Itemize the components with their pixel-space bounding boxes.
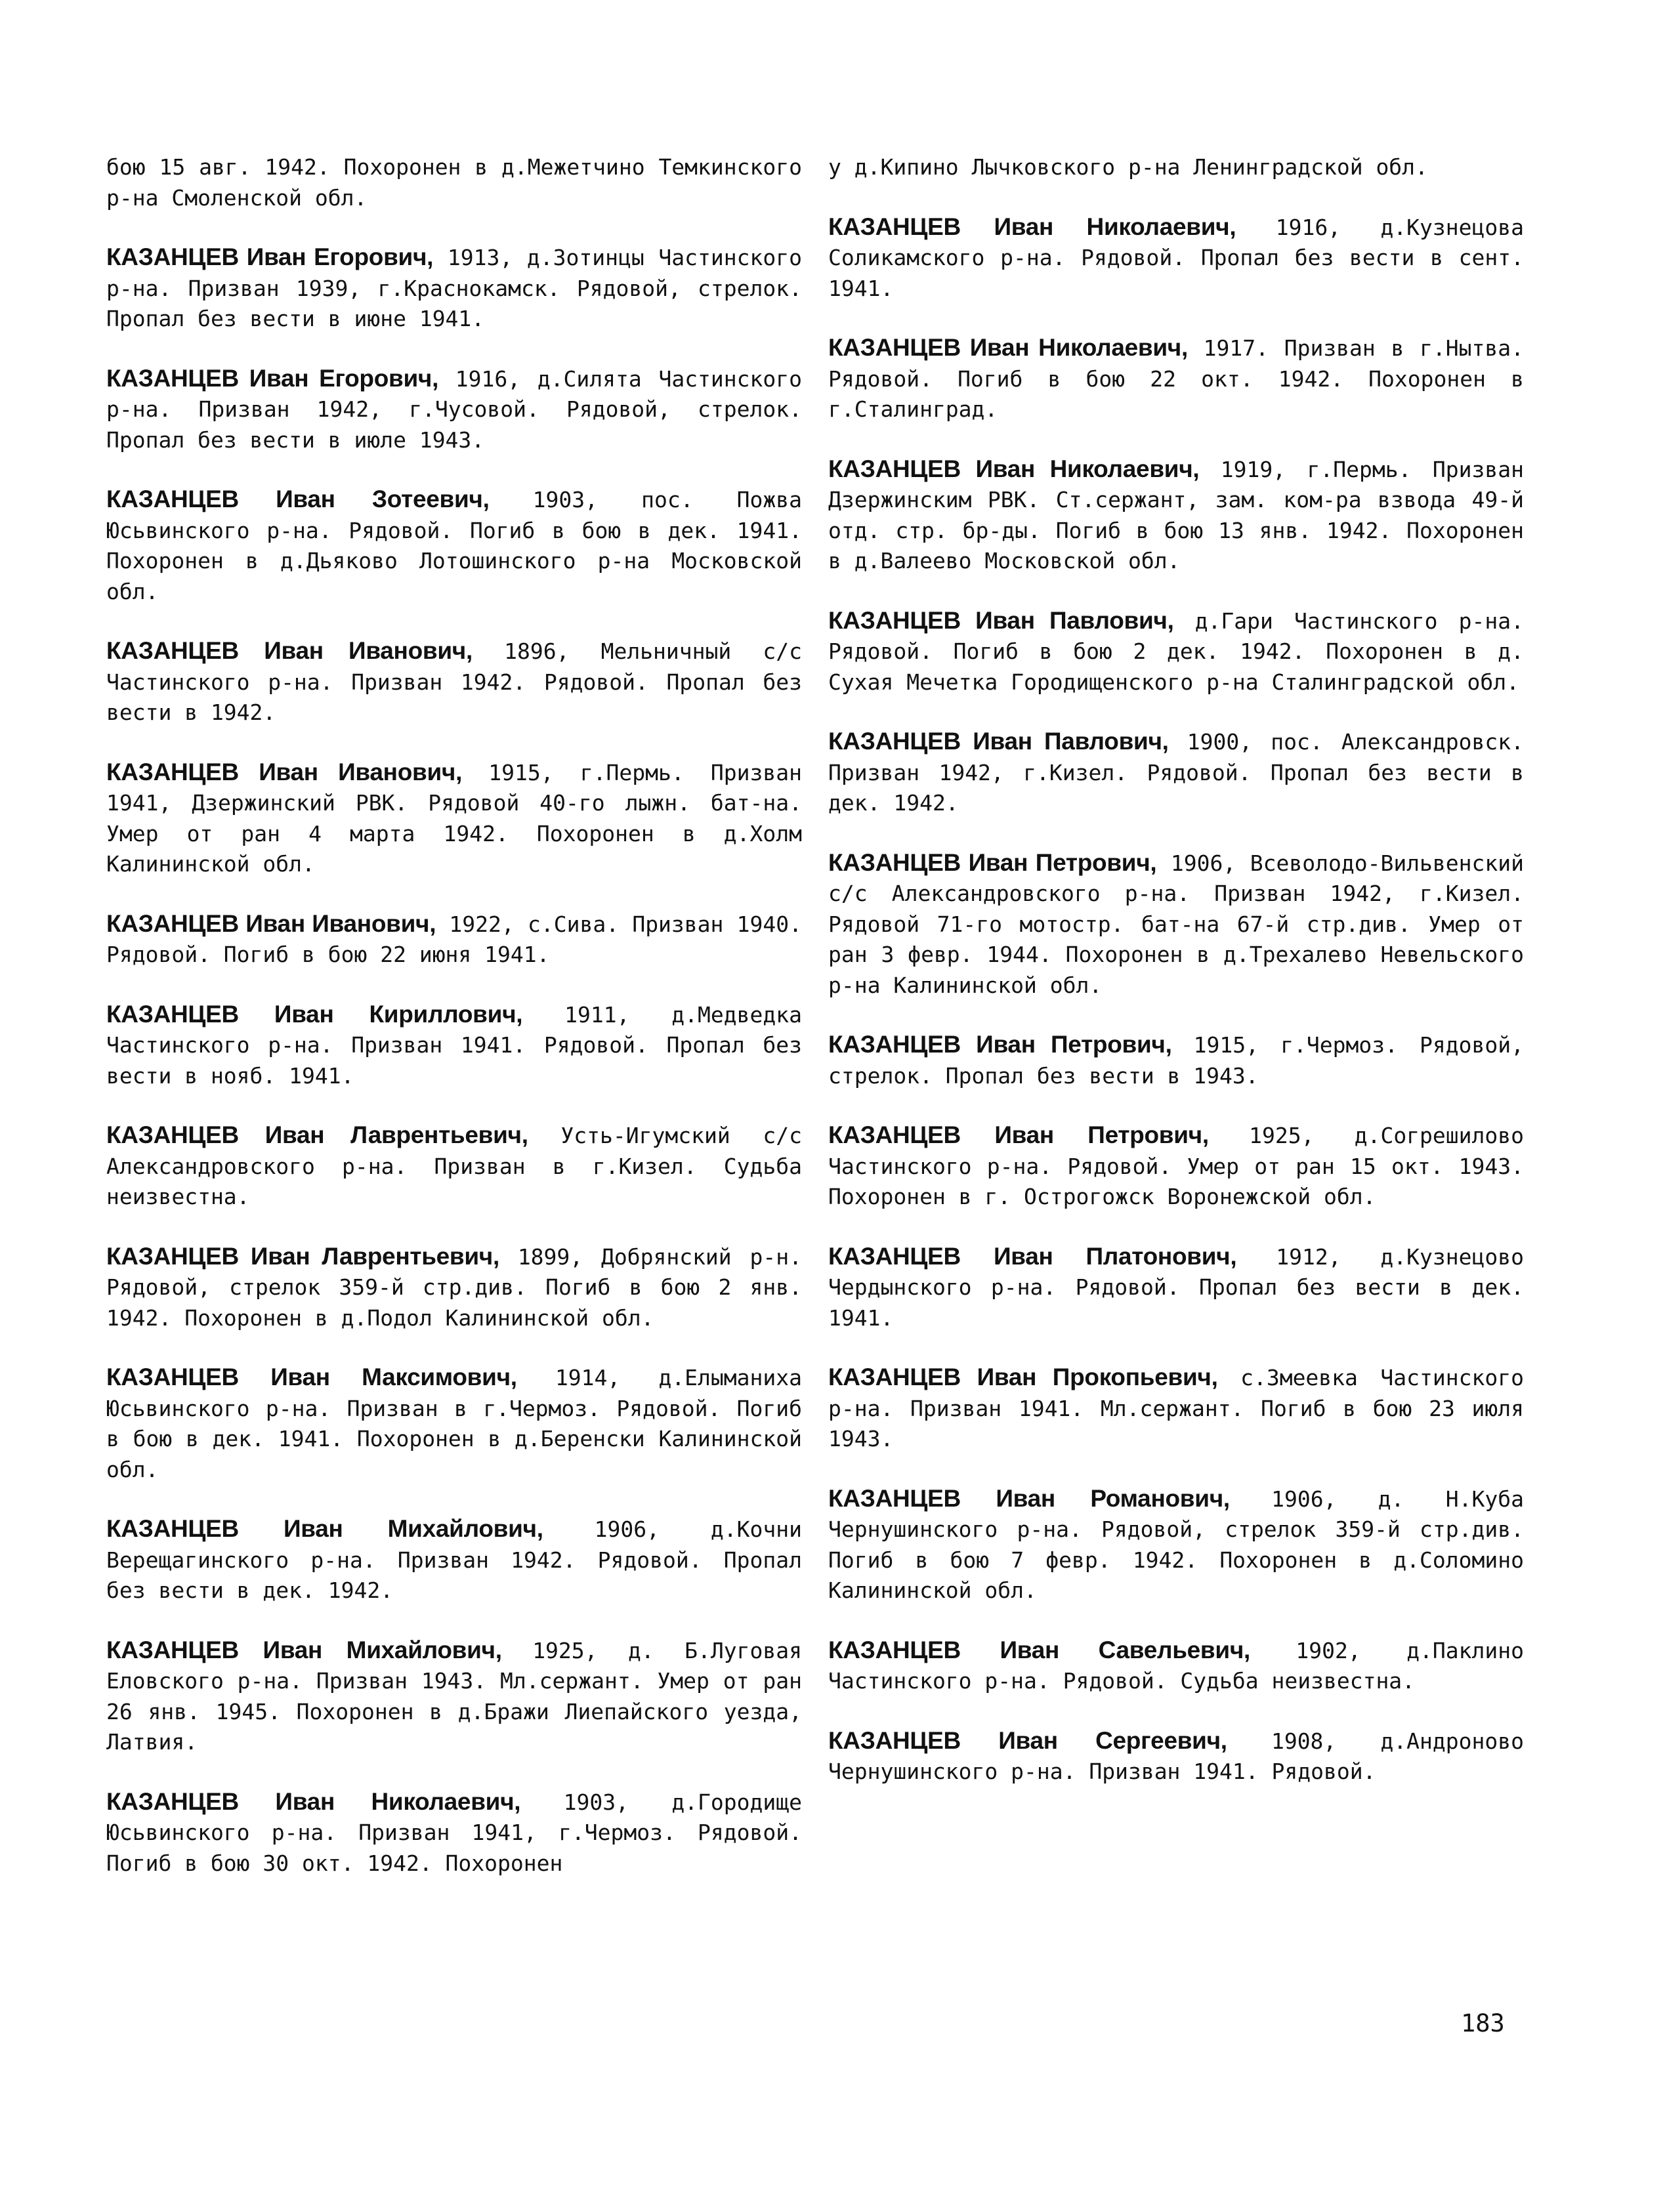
entry-text: 1922, с.Сива. Призван 1940. Рядовой. Погиб в бою 22 июня 1941. [106, 911, 802, 967]
entry-name: КАЗАНЦЕВ Иван Егорович, [106, 243, 434, 270]
biography-entry [828, 1726, 1524, 1787]
entry-text: с.Змеевка Частинского р-на. Призван 1941. Мл.сержант. Погиб в бою 23 июля 1943. [828, 1365, 1524, 1451]
biography-entry [828, 333, 1524, 425]
entry-text: 1906, Всеволодо-Вильвенский с/с Александровского р-на. Призван 1942, г.Кизел. Рядовой 71-го мотостр. бат-на 67-й стр.див. Умер от ран 3 февр. 1944. Похоронен в д.Трехалево Невельского р-на Калининской обл. [828, 850, 1524, 998]
biography-entry [106, 636, 802, 728]
entry-text: 1917. Призван в г.Нытва. Рядовой. Погиб в бою 22 окт. 1942. Похоронен в г.Сталинград. [828, 335, 1525, 422]
entry-name: КАЗАНЦЕВ Иван Платонович, [828, 1242, 1237, 1270]
entry-text: 1913, д.Зотинцы Частинского р-на. Призван 1939, г.Краснокамск. Рядовой, стрелок. Пропал без вести в июне 1941. [106, 245, 802, 331]
entry-text: 1902, д.Паклино Частинского р-на. Рядовой. Судьба неизвестна. [828, 1637, 1524, 1694]
entry-name: КАЗАНЦЕВ Иван Зотеевич, [106, 486, 490, 512]
entry-text: у д.Кипино Лычковского р-на Ленинградской обл. [828, 154, 1428, 180]
biography-entry [828, 1030, 1524, 1091]
biography-entry [828, 726, 1524, 819]
biography-entry [106, 1514, 802, 1606]
biography-entry [828, 1635, 1524, 1697]
entry-name: КАЗАНЦЕВ Иван Петрович, [828, 1031, 1172, 1058]
entry-text: 1912, д.Кузнецово Чердынского р-на. Рядовой. Пропал без вести в дек. 1941. [828, 1243, 1524, 1331]
biography-entry [106, 1787, 802, 1879]
entry-text: 1908, д.Андроново Чернушинского р-на. Призван 1941. Рядовой. [828, 1728, 1524, 1784]
entry-name: КАЗАНЦЕВ Иван Лаврентьевич, [106, 1242, 499, 1270]
entry-text: 1896, Мельничный с/с Частинского р-на. Призван 1942. Рядовой. Пропал без вести в 1942. [106, 638, 803, 725]
biography-entry [106, 909, 802, 970]
entry-text: 1903, д.Городище Юсьвинского р-на. Призван 1941, г.Чермоз. Рядовой. Погиб в бою 30 окт. 1942. Похоронен [106, 1789, 802, 1876]
left-column [106, 152, 802, 1879]
biography-entry [106, 1242, 802, 1334]
entry-name: КАЗАНЦЕВ Иван Михайлович, [106, 1636, 502, 1663]
entry-name: КАЗАНЦЕВ Иван Максимович, [106, 1364, 517, 1390]
biography-entry [828, 152, 1524, 183]
entry-name: КАЗАНЦЕВ Иван Иванович, [106, 909, 436, 937]
biography-entry [106, 1362, 802, 1485]
entry-text: 1925, д. Б.Луговая Еловского р-на. Призван 1943. Мл.сержант. Умер от ран 26 янв. 1945. Похоронен в д.Бражи Лиепайского уезда, Латвия. [106, 1637, 802, 1755]
biography-entry [828, 606, 1524, 698]
biography-entry [828, 1242, 1524, 1334]
entry-name: КАЗАНЦЕВ Иван Кириллович, [106, 1000, 523, 1028]
page-number: 183 [1461, 2009, 1505, 2037]
entry-name: КАЗАНЦЕВ Иван Николаевич, [828, 334, 1188, 361]
biography-entry [106, 364, 802, 456]
entry-text: 1919, г.Пермь. Призван Дзержинским РВК. Ст.сержант, зам. ком-ра взвода 49-й отд. стр. бр-ды. Погиб в бою 13 янв. 1942. Похоронен в д.Валеево Московской обл. [828, 456, 1524, 574]
entry-text: 1900, пос. Александровск. Призван 1942, г.Кизел. Рядовой. Пропал без вести в дек. 1942. [828, 729, 1524, 816]
biography-entry [828, 848, 1524, 1001]
entry-name: КАЗАНЦЕВ Иван Петрович, [828, 848, 1157, 876]
biography-entry [106, 242, 802, 335]
entry-name: КАЗАНЦЕВ Иван Петрович, [828, 1121, 1209, 1148]
entry-text: 1916, д.Силята Частинского р-на. Призван 1942, г.Чусовой. Рядовой, стрелок. Пропал без вести в июле 1943. [106, 365, 803, 453]
biography-entry [828, 1120, 1524, 1213]
entry-text: 1899, Добрянский р-н. Рядовой, стрелок 359-й стр.див. Погиб в бою 2 янв. 1942. Похоронен в д.Подол Калининской обл. [106, 1243, 802, 1331]
biography-entry [828, 454, 1524, 577]
entry-name: КАЗАНЦЕВ Иван Николаевич, [828, 455, 1200, 482]
entry-name: КАЗАНЦЕВ Иван Иванович, [106, 758, 463, 785]
biography-entry [106, 152, 802, 213]
entry-name: КАЗАНЦЕВ Иван Романович, [828, 1484, 1230, 1512]
biography-entry [106, 1120, 802, 1213]
right-column [828, 152, 1524, 1787]
entry-name: КАЗАНЦЕВ Иван Николаевич, [106, 1787, 521, 1815]
entry-text: 1906, д.Кочни Верещагинского р-на. Призван 1942. Рядовой. Пропал без вести в дек. 1942. [106, 1516, 802, 1603]
entry-name: КАЗАНЦЕВ Иван Сергеевич, [828, 1726, 1227, 1754]
entry-name: КАЗАНЦЕВ Иван Лаврентьевич, [106, 1121, 528, 1148]
entry-text: бою 15 авг. 1942. Похоронен в д.Межетчино Темкинского р-на Смоленской обл. [106, 154, 802, 211]
entry-name: КАЗАНЦЕВ Иван Прокопьевич, [828, 1364, 1218, 1390]
entry-name: КАЗАНЦЕВ Иван Иванович, [106, 637, 473, 664]
entry-text: 1925, д.Согрешилово Частинского р-на. Рядовой. Умер от ран 15 окт. 1943. Похоронен в г. Острогожск Воронежской обл. [828, 1123, 1524, 1209]
biography-entry [106, 757, 802, 880]
biography-entry [828, 1362, 1524, 1455]
biography-entry [106, 484, 802, 607]
entry-name: КАЗАНЦЕВ Иван Павлович, [828, 606, 1174, 634]
entry-name: КАЗАНЦЕВ Иван Савельевич, [828, 1636, 1250, 1663]
entry-name: КАЗАНЦЕВ Иван Николаевич, [828, 213, 1236, 240]
entry-text: 1903, пос. Пожва Юсьвинского р-на. Рядовой. Погиб в бою в дек. 1941. Похоронен в д.Дьяково Лотошинского р-на Московской обл. [106, 487, 802, 604]
entry-text: 1915, г.Чермоз. Рядовой, стрелок. Пропал без вести в 1943. [828, 1032, 1524, 1089]
entry-text: 1916, д.Кузнецова Соликамского р-на. Рядовой. Пропал без вести в сент. 1941. [828, 214, 1524, 301]
entry-text: 1914, д.Елыманиха Юсьвинского р-на. Призван в г.Чермоз. Рядовой. Погиб в бою в дек. 1941. Похоронен в д.Беренски Калининской обл. [106, 1365, 802, 1482]
biography-entry [828, 1484, 1524, 1606]
entry-name: КАЗАНЦЕВ Иван Павлович, [828, 728, 1169, 755]
biography-entry [106, 1635, 802, 1758]
entry-name: КАЗАНЦЕВ Иван Егорович, [106, 364, 439, 392]
biography-entry [106, 999, 802, 1092]
entry-text: 1906, д. Н.Куба Чернушинского р-на. Рядовой, стрелок 359-й стр.див. Погиб в бою 7 февр. 1942. Похоронен в д.Соломино Калининской обл. [828, 1486, 1525, 1603]
entry-text: 1911, д.Медведка Частинского р-на. Призван 1941. Рядовой. Пропал без вести в нояб. 1941. [106, 1001, 802, 1089]
entry-name: КАЗАНЦЕВ Иван Михайлович, [106, 1515, 543, 1542]
entry-text: 1915, г.Пермь. Призван 1941, Дзержинский РВК. Рядовой 40-го лыжн. бат-на. Умер от ран 4 марта 1942. Похоронен в д.Холм Калининской обл. [106, 759, 802, 877]
entry-text: д.Гари Частинского р-на. Рядовой. Погиб в бою 2 дек. 1942. Похоронен в д. Сухая Мечетка Городищенского р-на Сталинградской обл. [828, 608, 1524, 695]
biography-entry [828, 212, 1524, 304]
entry-text: Усть-Игумский с/с Александровского р-на. Призван в г.Кизел. Судьба неизвестна. [106, 1123, 802, 1209]
